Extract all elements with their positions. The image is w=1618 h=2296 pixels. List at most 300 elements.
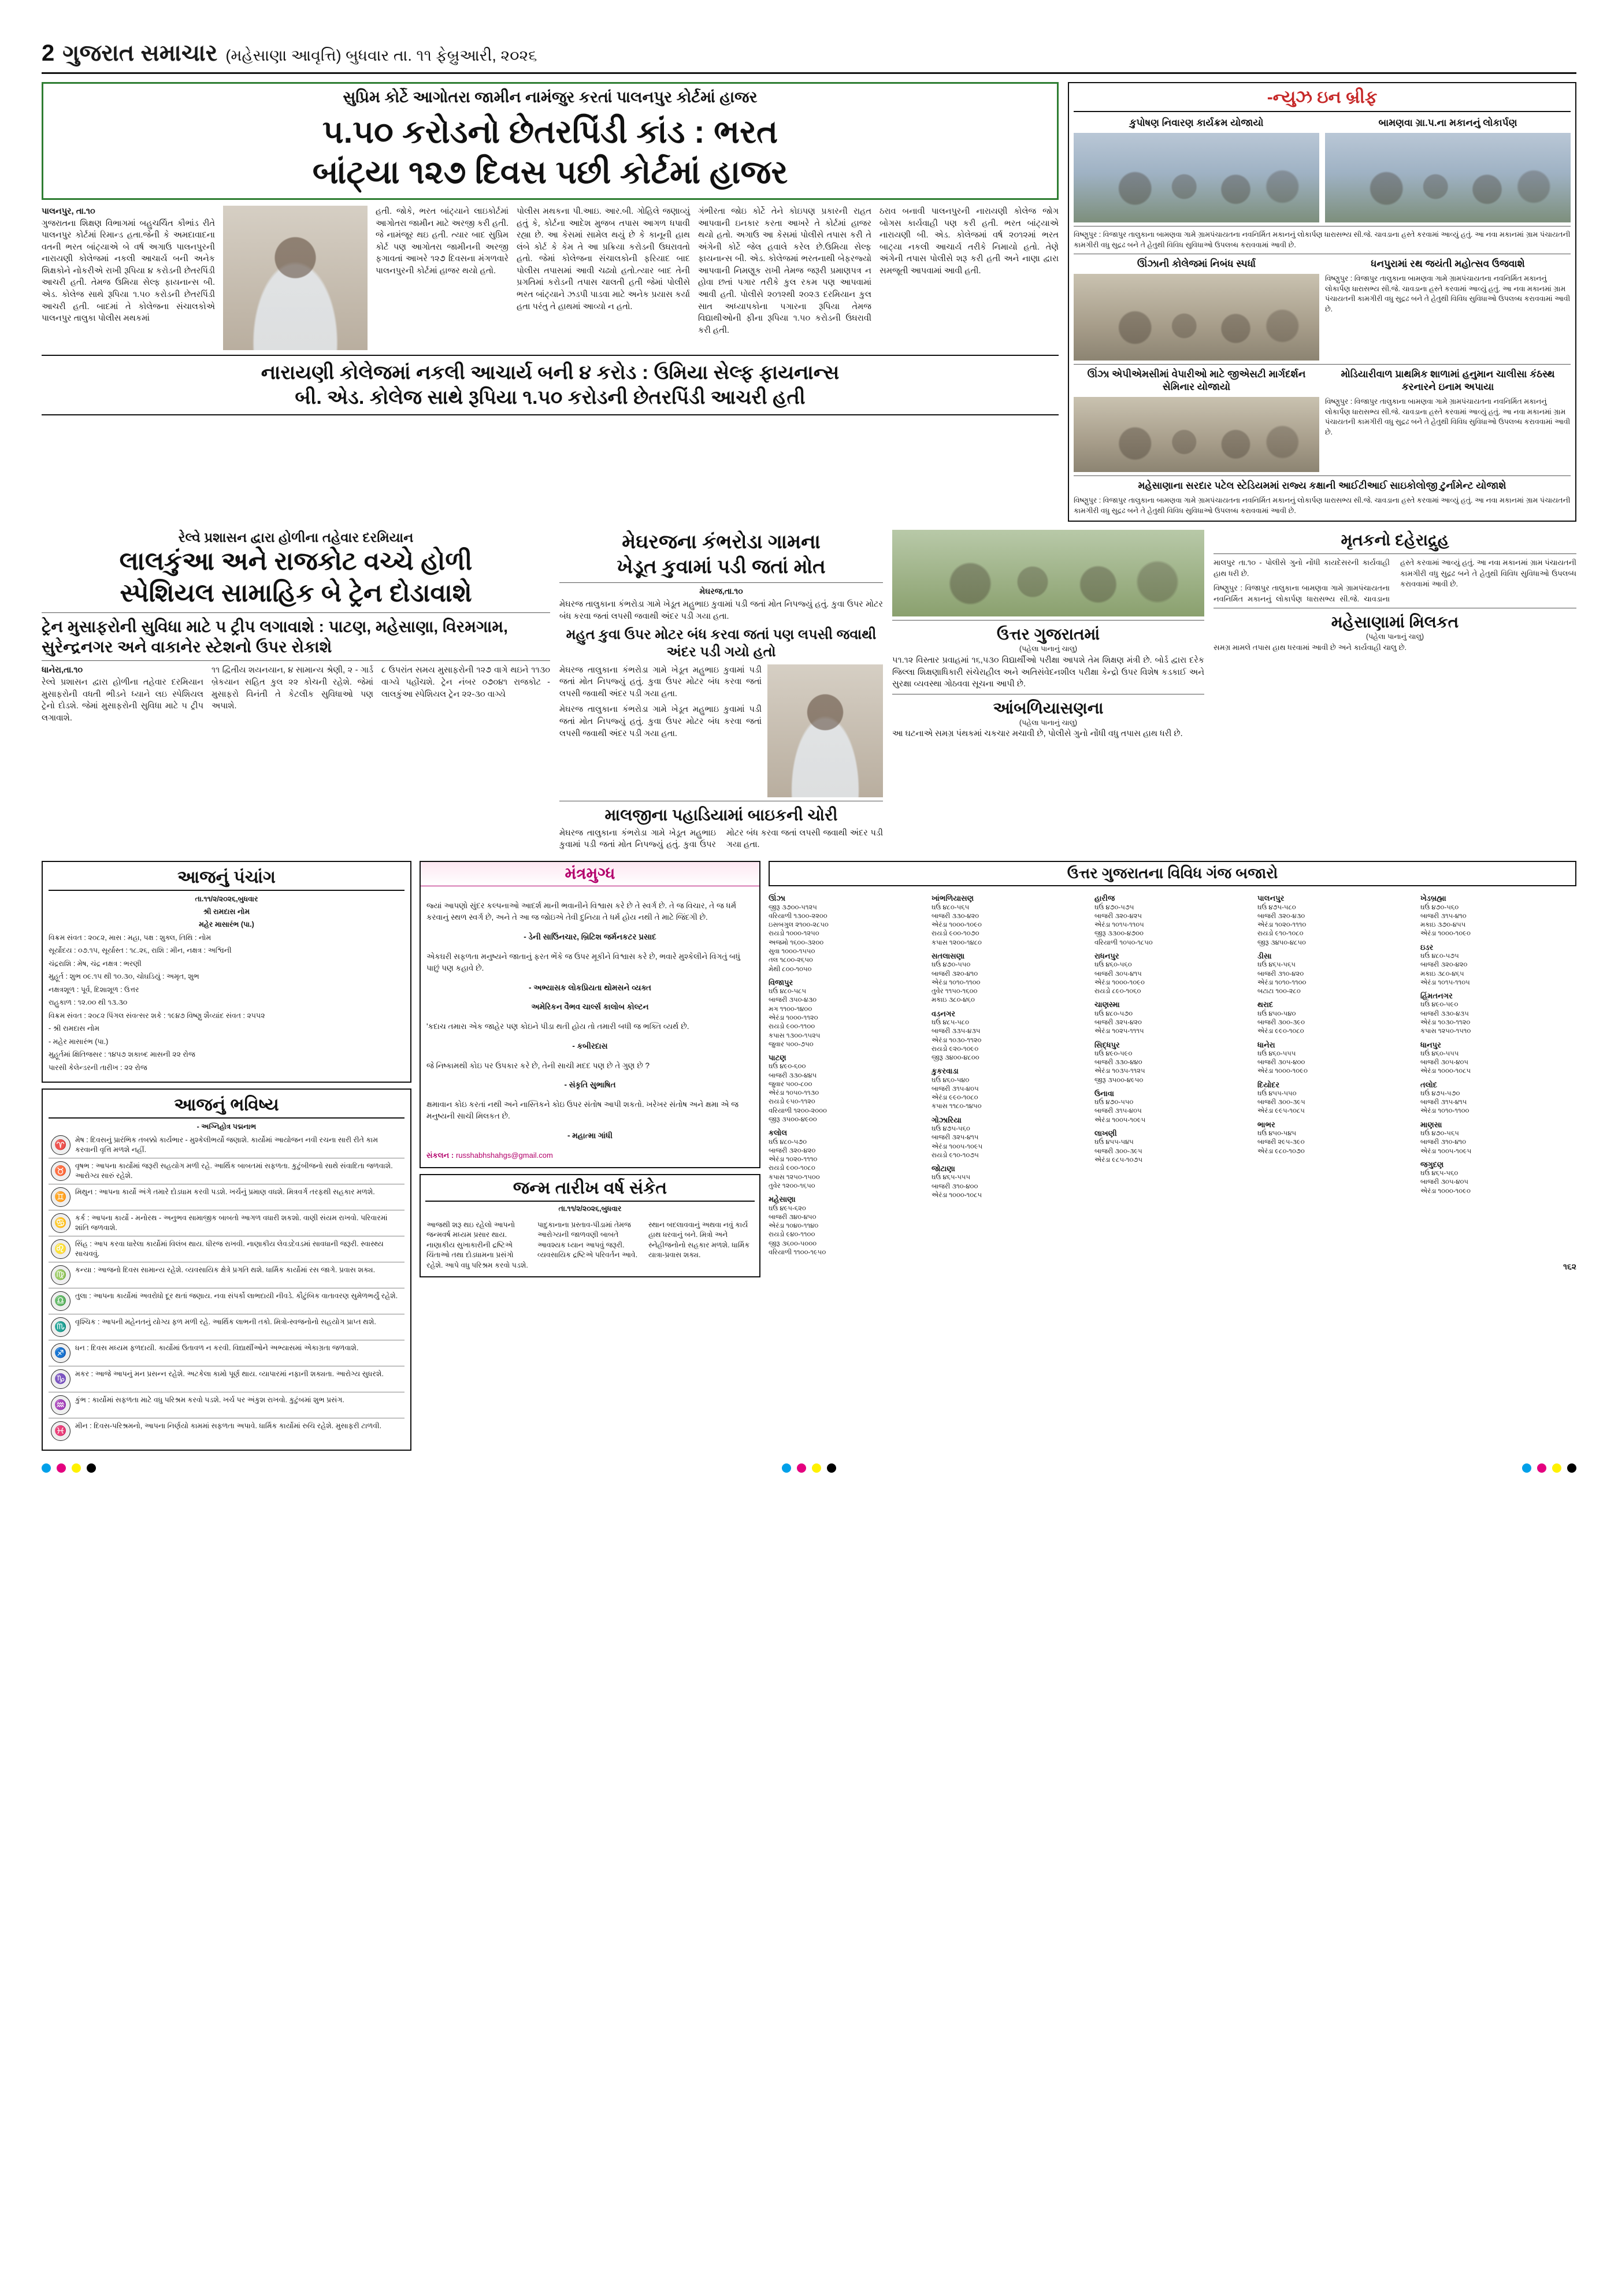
horoscope-title: આજનું ભવિષ્ય bbox=[49, 1095, 404, 1119]
market-row: બાજરી ૩૩૦-૪૩૫ bbox=[1420, 1010, 1469, 1017]
market-city: ગોઝારિયા bbox=[932, 1115, 962, 1124]
reg-dot-yellow bbox=[72, 1463, 81, 1473]
market-row: કપાસ ૧૨૦૦-૧૪૮૦ bbox=[932, 939, 982, 946]
market-city: દિયોદર bbox=[1257, 1080, 1280, 1089]
mantra-mail-label: સંકલન : bbox=[426, 1150, 454, 1160]
market-row: કપાસ ૧૨૫૦-૧૫૦૦ bbox=[769, 1173, 820, 1181]
market-row: એરંડા ૧૦૦૦-૧૧૨૦ bbox=[769, 1014, 818, 1021]
lead-col-3: પોલીસ મથકના પી.આઇ. આર.બી. ગોહિલે જણાવ્યું હતું કે, કોર્ટના આદેશ મુજબ તપાસ આગળ ધપાવી રહ્યા છે. આ કેસમાં સામેલ થયું છે કે કાનૂની હાથ લંબે કોર્ટ કે કેમ તે આ પ્રક્રિયા કરોડની ઉઘરાવતો હતો. જેમાં કોલેજના સંચાલકોની ફરિયાદ બાદ પોલીસ તપાસમાં આવી ચઢ્યો હતો.ત્યાર બાદ તેની પ્રગતિમાં કરોડની તપાસ ચાલતી હતી જેમાં પોલીસે ભરત બાંટ્યાને ઝડપી પાડવા માટે અનેક પ્રયાસ કર્યા હતા પરંતુ તે હાથમાં આવ્યો ન હતો. bbox=[517, 207, 690, 311]
brief-item[interactable] bbox=[1074, 117, 1319, 222]
market-row: બાજરી ૩૨૫-૪૧૫ bbox=[932, 1134, 979, 1142]
zodiac-row bbox=[49, 1158, 404, 1184]
market-city: રાધનપુર bbox=[1094, 951, 1119, 960]
market-city: ભાભર bbox=[1257, 1120, 1275, 1129]
zodiac-text: તુલા : આપના કાર્યોમાં અવરોધો દૂર થતાં જણાય. નવા સંપર્કો લાભદાયી નીવડે. કૌટુંબિક વાતાવરણ સુમેળભર્યું રહેશે. bbox=[75, 1291, 398, 1300]
page-number: 2 bbox=[42, 40, 55, 66]
market-row: બાજરી ૩૩૦-૪૪૫ bbox=[769, 1072, 817, 1079]
zodiac-row bbox=[49, 1392, 404, 1418]
market-row: બાજરી ૩૦૫-૪૦૫ bbox=[1420, 1059, 1468, 1067]
reg-dot-cyan bbox=[1522, 1463, 1531, 1473]
brief-body: વિષ્ણુપુર : વિજાપુર તાલુકાના બામણવા ગામે ગ્રામપંચાયતના નવનિર્મિત મકાનનું લોકાર્પણ ધારાસભ્ય સી.જે. ચાવડાના હસ્તે કરવામાં આવ્યું હતું. આ નવા મકાનમાં ગ્રામ પંચાયતની કામગીરી વધુ સુદ્રઢ બને તે હેતુથી વિવિધ સુવિધાઓ ઉપલબ્ધ કરાવવામાં આવી છે. bbox=[1074, 231, 1571, 249]
market-row: જીરૂ ૩૫૦૦-૪૯૫૦ bbox=[1094, 1076, 1144, 1084]
well-death-story bbox=[559, 530, 883, 853]
zodiac-text: મેષ : દિવસનું પ્રારંભિક તબક્કો કાર્યભાર - મુશ્કેલીભર્યો જણાશે. કાર્યોમાં આયોજન નવી રચના સારી રીતે કામ કરવાની વૃત્તિ મળશે નહીં. bbox=[75, 1135, 378, 1154]
market-row: ઘઉં ૪૬૦-૫૬૦ bbox=[1094, 961, 1132, 969]
uttar-gujarat-title: ઉત્તર ગુજરાતમાં bbox=[996, 625, 1100, 644]
market-row: વરિયાળી ૧૧૦૦-૧૯૫૦ bbox=[769, 1249, 826, 1256]
market-row: એરંડા ૧૦૦૦-૧૦૯૦ bbox=[1420, 1187, 1471, 1195]
mantra-box bbox=[420, 861, 760, 1168]
market-row: તુવેર ૧૨૦૦-૧૬૫૦ bbox=[769, 1183, 815, 1190]
market-row: એરંડા ૧૦૨૦-૧૧૧૦ bbox=[769, 1156, 818, 1164]
market-row: મકાઇ ૩૮૦-૪૬૦ bbox=[932, 997, 975, 1004]
news-in-brief-title: -ન્યુઝ ઇન બ્રીફ bbox=[1074, 88, 1571, 112]
panchang-title: આજનું પંચાંગ bbox=[49, 868, 404, 891]
rail-subhead: ટ્રેન મુસાફરોની સુવિધા માટે ૫ ટ્રીપ લગાવાશે : પાટણ, મહેસાણા, વિરમગામ, સુરેન્દ્રનગર અને વાકાનેર સ્ટેશનો ઉપર રોકાશે bbox=[42, 618, 508, 656]
market-row: કપાસ ૧૧૮૦-૧૪૫૦ bbox=[932, 1103, 982, 1110]
mantra-item: અમેરિકન વૈભવ ચાર્લ્સ કાલોબ કોલ્ટન bbox=[531, 1002, 649, 1012]
market-row: રાયડો ૮૯૦-૧૦૬૦ bbox=[1094, 988, 1141, 995]
markets-column bbox=[769, 861, 1576, 1272]
panchang-line: નક્ષત્રશૂળ : પૂર્વ, દિશાશૂળ : ઉત્તર bbox=[49, 985, 139, 994]
brief-photo bbox=[1074, 397, 1319, 472]
market-row: એરંડા ૯૯૫-૧૦૮૫ bbox=[1257, 1108, 1305, 1115]
market-row: ઘઉં ૪૬૦-૫૪૦ bbox=[932, 1076, 970, 1084]
brief-headline: ધનપુરામાં રથ જયંતી મહોત્સવ ઉજવાશે bbox=[1371, 258, 1525, 270]
mantra-item: ક્ષમાવાન કોઇ કરતાં નથી અને નાસ્તિકને કોઇ ઉપર સંતોષ આપી શકતો. ખરેખર સંતોષ અને ક્ષમા એ જ મનુષ્યની સાચી મિલકત છે. bbox=[426, 1100, 739, 1121]
market-row: ઘઉં ૪૬૫-૫૫૫ bbox=[932, 1174, 971, 1182]
market-row: એરંડા ૧૦૧૦-૧૧૦૦ bbox=[932, 979, 981, 986]
market-row: ઘઉં ૪૬૦-૫૫૫ bbox=[1257, 1050, 1296, 1057]
market-row: જુવાર ૫૦૦-૮૦૦ bbox=[769, 1080, 812, 1088]
reg-dot-magenta bbox=[797, 1463, 806, 1473]
market-row: જીરૂ ૩૪૫૦-૪૮૫૦ bbox=[1257, 939, 1306, 946]
well-victim-photo bbox=[767, 664, 883, 797]
market-row: જીરૂ ૩૬૦૦-૫૦૦૦ bbox=[769, 1240, 817, 1247]
birthdate-box bbox=[420, 1174, 760, 1277]
zodiac-row bbox=[49, 1236, 404, 1262]
market-row: તલ ૧૮૦૦-૨૬૫૦ bbox=[769, 957, 813, 964]
mehsana-milkat-title: મહેસાણામાં મિલકત bbox=[1331, 613, 1459, 631]
market-row: એરંડા ૧૦૫૦-૧૧૩૦ bbox=[769, 1090, 819, 1097]
mantra-title: મંત્રમુગ્ધ bbox=[421, 862, 759, 886]
market-row: ઘઉં ૪૭૦-૫૫૦ bbox=[1094, 1099, 1134, 1106]
market-row: બાજરી ૩૦૫-૪૦૦ bbox=[1257, 1059, 1305, 1067]
zodiac-row bbox=[49, 1184, 404, 1210]
market-row: મેથી ૮૦૦-૧૦૫૦ bbox=[769, 965, 812, 973]
ambaliyasan-body: આ ઘટનાએ સમગ્ર પંથકમાં ચકચાર મચાવી છે, પોલીસે ગુનો નોંધી વધુ તપાસ હાથ ધરી છે. bbox=[892, 729, 1183, 739]
market-row: ઘઉં ૪૯૦-૬૦૦ bbox=[769, 1063, 806, 1071]
market-city: ઉનાવા bbox=[1094, 1088, 1114, 1098]
market-row: એરંડા ૯૮૦-૧૦૭૦ bbox=[1257, 1147, 1305, 1155]
reg-dot-black bbox=[87, 1463, 96, 1473]
market-row: કપાસ ૧૨૫૦-૧૫૧૦ bbox=[1420, 1028, 1471, 1035]
market-city: ખેડબ્રહ્મા bbox=[1420, 894, 1446, 903]
market-row: બાજરી ૩૨૦-૪૨૦ bbox=[769, 1147, 816, 1154]
market-row: બાજરી ૨૯૫-૩૯૦ bbox=[1257, 1139, 1305, 1146]
market-row: એરંડા ૧૦૧૦-૧૧૦૦ bbox=[1420, 1108, 1469, 1115]
market-city: પાલનપુર bbox=[1257, 894, 1285, 903]
market-row: બાજરી ૩૦૦-૩૯૫ bbox=[1257, 1099, 1305, 1106]
market-city: ઊંઝા bbox=[769, 894, 786, 903]
news-in-brief-box bbox=[1068, 82, 1576, 522]
market-row: મકાઇ ૩૭૦-૪૫૫ bbox=[1420, 922, 1466, 929]
market-city: સતલાસણા bbox=[932, 951, 965, 960]
market-row: રાયડો ૯૪૦-૧૧૦૦ bbox=[769, 1231, 815, 1239]
market-row: રાયડો ૯૦૦-૧૦૮૦ bbox=[769, 1165, 815, 1172]
market-row: એરંડા ૧૦૨૫-૧૧૧૫ bbox=[1094, 1028, 1144, 1035]
capricorn-icon: ♑ bbox=[51, 1369, 70, 1389]
reg-dot-cyan bbox=[42, 1463, 51, 1473]
market-row: એરંડા ૧૦૦૦-૧૦૮૫ bbox=[1420, 1068, 1471, 1075]
panchang-note: પારસી કેલેન્ડરની તારીખ : ૨૨ રોજ bbox=[49, 1063, 147, 1072]
brief-photo bbox=[1074, 133, 1319, 222]
market-city: કુકરવાડા bbox=[932, 1067, 959, 1076]
market-row: જીરૂ ૩૭૦૦-૫૧૨૫ bbox=[769, 904, 817, 911]
market-row: રાયડો ૯૧૦-૧૦૭૫ bbox=[932, 1151, 979, 1159]
panchang-line: વિક્રમ સંવત : ૨૦૮૨ પિંગલ સંવત્સર શકે : ૧૯૪૭ વિષ્ણુ શૈવ્યાંદ સંવત : ૨૫૫૨ bbox=[49, 1011, 265, 1020]
market-row: જીરૂ ૩૩૦૦-૪૭૦૦ bbox=[1094, 930, 1144, 938]
market-row: ઘઉં ૪૯૫-૬૨૦ bbox=[769, 1205, 806, 1212]
market-row: કપાસ ૧૩૦૦-૧૫૨૫ bbox=[769, 1032, 821, 1039]
horoscope-author: - અગ્નિહોત્ર પદ્મનાભ bbox=[196, 1123, 257, 1131]
market-row: બાજરી ૩૧૫-૪૧૫ bbox=[1420, 1099, 1467, 1106]
market-row: બાજરી ૩૨૦-૪૧૦ bbox=[932, 970, 978, 978]
reg-dot-magenta bbox=[57, 1463, 66, 1473]
gemini-icon: ♊ bbox=[51, 1187, 70, 1207]
brief-item[interactable] bbox=[1325, 258, 1571, 361]
zodiac-row bbox=[49, 1366, 404, 1392]
edition-line: (મહેસાણા આવૃત્તિ) બુધવાર તા. ૧૧ ફેબ્રુઆરી, ૨૦૨૬ bbox=[225, 47, 537, 64]
market-row: મકાઇ ૩૮૦-૪૬૫ bbox=[1420, 970, 1464, 978]
panchang-line: ચંદ્રરાશિ : મેષ, ચંદ્ર નક્ષત્ર : ભરણી bbox=[49, 959, 142, 968]
mantra-item: - મહાત્મા ગાંધી bbox=[567, 1131, 613, 1140]
rail-col-2: ૧૧ દ્વિતીય શયનયાન, ૪ સામાન્ય શ્રેણી, ૨ - ગાર્ડ બ્રેકયાન સહિત કુલ ૨૨ કોચની રહેશે. જેમાં મુસાફરો વિનંતી તે કેટલીક સુવિધાઓ પણ અપાશે. bbox=[211, 666, 373, 711]
brief-item[interactable] bbox=[1074, 480, 1571, 516]
market-row: એરંડા ૧૦૧૫-૧૧૦૫ bbox=[1420, 979, 1470, 986]
zodiac-row bbox=[49, 1314, 404, 1340]
market-row: વરિયાળી ૧૨૦૦-૨૦૦૦ bbox=[769, 1107, 827, 1114]
market-city: મહેસાણા bbox=[769, 1195, 796, 1204]
birthdate-title: જન્મ તારીખ વર્ષ સંકેત bbox=[425, 1179, 755, 1202]
brief-extra-body: વિષ્ણુપુર : વિજાપુર તાલુકાના બામણવા ગામે ગ્રામપંચાયતના નવનિર્મિત મકાનનું લોકાર્પણ ધારાસભ્ય સી.જે. ચાવડાના હસ્તે કરવામાં આવ્યું હતું. આ નવા મકાનમાં ગ્રામ પંચાયતની કામગીરી વધુ સુદ્રઢ બને તે હેતુથી વિવિધ સુવિધાઓ ઉપલબ્ધ કરાવવામાં આવી છે. bbox=[1214, 558, 1576, 603]
lead-subhead-1: નારાયણી કોલેજમાં નકલી આચાર્ય બની ૪ કરોડ : ઉમિયા સેલ્ફ ફાયનાન્સ bbox=[261, 362, 840, 384]
zodiac-row bbox=[49, 1262, 404, 1288]
market-row: ઘઉં ૪૭૫-૫૬૦ bbox=[932, 1125, 970, 1133]
panchang-date: તા.૧૧/૨/૨૦૨૬,બુધવાર bbox=[195, 895, 258, 904]
rail-kicker: રેલ્વે પ્રશાસન દ્વારા હોળીના તહેવાર દરમિયાન bbox=[178, 530, 414, 545]
market-city: સિદ્ધપુર bbox=[1094, 1040, 1120, 1049]
sagittarius-icon: ♐ bbox=[51, 1343, 70, 1363]
registration-marks bbox=[42, 1457, 1576, 1473]
brief-headline: ઊંઝા એપીએમસીમાં વેપારીઓ માટે જીએસટી માર્ગદર્શન સેમિનાર યોજાયો bbox=[1087, 369, 1306, 393]
market-row: ઘઉં ૪૭૦-૫૬૫ bbox=[1420, 1130, 1459, 1138]
market-row: મગ ૧૧૦૦-૧૪૦૦ bbox=[769, 1005, 812, 1013]
zodiac-text: કુંભ : કાર્યોમાં સફળતા માટે વધુ પરિશ્રમ કરવો પડશે. ખર્ચ પર અંકુશ રાખવો. કુટુંબમાં શુભ પ્રસંગ. bbox=[75, 1395, 344, 1404]
market-column bbox=[1257, 890, 1413, 1257]
lead-headline-1: ૫.૫૦ કરોડનો છેતરપિંડી કાંડ : ભરત bbox=[322, 113, 778, 150]
scorpio-icon: ♏ bbox=[51, 1317, 70, 1337]
ambaliyasan-sub: (પહેલા પાનાનું ચાલુ) bbox=[1019, 718, 1078, 727]
masthead bbox=[42, 40, 1576, 74]
cancer-icon: ♋ bbox=[51, 1213, 70, 1233]
uttar-gujarat-sub: (પહેલા પાનાનું ચાલુ) bbox=[1019, 645, 1078, 653]
mantra-mail[interactable]: russhabhshahgs@gmail.com bbox=[455, 1150, 553, 1160]
zodiac-text: કર્ક : આપના કાર્યો - મનોરથ - અનુભવ સામાજીક બાબતો આગળ વધારી શકશો. વાણી સંયમ રાખવો. પરિવારમાં શાંતિ જળવાશે. bbox=[75, 1213, 388, 1232]
market-row: રાયડો ૯૧૦-૧૦૮૦ bbox=[1257, 930, 1304, 938]
market-row: બાજરી ૩૨૫-૪૨૦ bbox=[1094, 1019, 1142, 1026]
top-section bbox=[42, 82, 1576, 522]
zodiac-text: વૃષભ : આપના કાર્યોમાં જરૂરી સહયોગ મળી રહે. આર્થિક બાબતમાં સફળતા. કુટુંબીજનો સાથે સંવાદિતા જળવાશે. આરોગ્ય સારું રહેશે. bbox=[75, 1161, 393, 1180]
market-row: બાજરી ૩૦૫-૪૧૫ bbox=[1094, 970, 1142, 978]
lead-story bbox=[42, 82, 1059, 522]
market-row: જુવાર ૫૦૦-૭૫૦ bbox=[769, 1041, 814, 1048]
lead-col-4: ગંભીરતા જોઇ કોર્ટે તેને કોઇપણ પ્રકારની રાહત આપવાની ઇનકાર કરતા આખરે તે કોર્ટમાં હાજર થયો હતો. અગાઉ આ કેસમાં પોલીસે તપાસ કરી તે અંગેની કોર્ટે જેલ હવાલે કરેલ છે.ઉમિયા સેલ્ફ ફાયનાન્સ બી. એડ. કોલેજમાં ભરતનાથી બેફરજ્યો આપવાની નિમણૂક રાખી તેમજ જરૂરી પ્રમાણપત્ર ન હોવા છતાં પગાર તરીકે કુલ રકમ પણ આપવામાં આવી હતી. પોલીસે ૨૦૧૨થી ૨૦૨૩ દરમિયાન કુલ સાત અધ્યાપકોના પગારના રૂપિયા તેમજ વિદ્યાથીઓની ફીના રૂપિયા ૧.૫૦ કરોડની ઉઘરાવી કરી હતી. bbox=[698, 207, 871, 335]
market-row: બાજરી ૩૩૫-૪૩૫ bbox=[932, 1028, 981, 1035]
market-row: એરંડા ૧૦૩૫-૧૧૨૫ bbox=[1094, 1068, 1145, 1075]
market-row: એરંડા ૧૦૦૫-૧૦૯૫ bbox=[932, 1143, 983, 1150]
market-row: ઘઉં ૪૬૦-૫૫૫ bbox=[1420, 1050, 1459, 1057]
market-row: બાજરી ૩૦૦-૩૯૦ bbox=[1257, 1019, 1305, 1026]
lead-photo-accused bbox=[223, 206, 368, 350]
market-row: રાયડો ૯૦૦-૧૦૭૦ bbox=[932, 930, 979, 938]
panchang-box bbox=[42, 861, 411, 1083]
market-city: તલોદ bbox=[1420, 1080, 1437, 1089]
market-row: ઘઉં ૪૭૫-૫૮૦ bbox=[1257, 904, 1296, 911]
market-row: બાજરી ૩૦૦-૩૯૫ bbox=[1094, 1147, 1142, 1155]
market-row: રાયડો ૯૦૦-૧૧૦૦ bbox=[769, 1023, 815, 1031]
brief-headline: કુપોષણ નિવારણ કાર્યક્રમ યોજાયો bbox=[1129, 117, 1264, 128]
market-row: એરંડા ૧૦૦૦-૧૦૯૦ bbox=[1094, 979, 1145, 986]
panchang-note: - શ્રી રામદાસ નોમ bbox=[49, 1024, 100, 1033]
well-body-2: મેઘરજ તાલુકાના કંભરોડા ગામે ખેડૂત મહુભાઇ કુવામાં પડી જતાં મોત નિપજ્યું હતું. કુવા ઉપર મોટર બંધ કરવા જતાં લપસી જવાથી અંદર પડી ગયા હતા. bbox=[559, 705, 762, 738]
lead-col-2: હતી. જોકે, ભરત બાંટ્યાને લાઇકોર્ટમાં આગોતરા જામીન માટે અરજી કરી હતી. જે નામંજૂર થઇ હતી. ત્યાર બાદ સુપ્રિમ કોર્ટ પણ આગોતરા જામીનની અરજી ફગાવતાં આખરે ૧૨૭ દિવસના મંગળવારે પાલનપુરની કોર્ટમાં હાજર થયો હતો. bbox=[376, 207, 509, 276]
market-row: એરંડા ૧૦૦૦-૧૦૮૫ bbox=[932, 1192, 982, 1199]
market-row: રાયડો ૯૫૦-૧૧૨૦ bbox=[769, 1098, 815, 1106]
market-row: બાજરી ૩૧૫-૪૦૫ bbox=[1094, 1108, 1142, 1115]
market-city: ડીસા bbox=[1257, 951, 1272, 960]
market-row: બાજરી ૩૨૦-૪૨૦ bbox=[1420, 961, 1468, 969]
panchang-note: મુહૂર્તમાં ક્ષિતિજસર : ૧૪૫૭ શકાબ્દ માસની ૨૨ રોજ bbox=[49, 1050, 195, 1059]
zodiac-row bbox=[49, 1210, 404, 1236]
market-row: ઘઉં ૪૭૦-૫૭૫ bbox=[1094, 904, 1134, 911]
market-city: પાટણ bbox=[769, 1053, 786, 1062]
brief-item[interactable] bbox=[1074, 368, 1319, 472]
panchang-line: સૂર્યોદય : ૦૭.૧૫, સૂર્યાસ્ત : ૧૮.૨૬, રાશિ : મીન, નક્ષત્ર : અશ્વિની bbox=[49, 946, 232, 955]
market-row: ઘઉં ૪૭૦-૫૬૦ bbox=[1420, 904, 1459, 911]
lead-col-5: ઠરાવ બનાવી પાલનપુરની નારાયણી કોલેજ જોગ બોગસ કાર્યવાહી પણ કરી હતી. ભરત બાંટ્યાએ નારાયણી બી. એડ. કોલેજમાં વર્ષ ૨૦૧૨માં ભરત બાટ્યા નકલી આચાર્ય તરીકે નિમાયો હતો. તેણે અંગેની તપાસ પોલીસે શરૂ કરી હતી અને નાણા દ્વારા સમજૂતી આપવામાં આવી હતી. bbox=[879, 207, 1059, 276]
railway-story bbox=[42, 530, 550, 853]
market-row: બાજરી ૩૩૦-૪૨૦ bbox=[932, 912, 979, 920]
market-row: રાયડો ૧૦૦૦-૧૨૫૦ bbox=[769, 930, 819, 938]
mrutak-body: માલપુર તા.૧૦ - પોલીસે ગુનો નોંધી કાયદેસરની કાર્યવાહી હાથ ધરી છે. bbox=[1214, 558, 1390, 578]
market-row: બાજરી ૩૫૦-૪૩૦ bbox=[769, 997, 817, 1004]
market-row: ઘઉં ૪૮૦-૫૭૦ bbox=[1094, 1010, 1133, 1017]
market-row: ઘઉં ૪૬૫-૫૬૫ bbox=[1257, 961, 1296, 969]
panchang-line: મુહૂર્ત : શુભ ૦૯.૧૫ થી ૧૦.૩૦, ચોઘડિયું : અમૃત, શુભ bbox=[49, 972, 199, 981]
markets-title: ઉત્તર ગુજરાતના વિવિધ ગંજ બજારો bbox=[769, 861, 1576, 886]
market-row: બટાટા ૧૦૦-૨૮૦ bbox=[1257, 988, 1301, 995]
reg-dot-black bbox=[827, 1463, 836, 1473]
market-row: બાજરી ૩૧૦-૪૧૦ bbox=[1420, 1139, 1467, 1146]
brief-body: વિષ્ણુપુર : વિજાપુર તાલુકાના બામણવા ગામે ગ્રામપંચાયતના નવનિર્મિત મકાનનું લોકાર્પણ ધારાસભ્ય સી.જે. ચાવડાના હસ્તે કરવામાં આવ્યું હતું. આ નવા મકાનમાં ગ્રામ પંચાયતની કામગીરી વધુ સુદ્રઢ બને તે હેતુથી વિવિધ સુવિધાઓ ઉપલબ્ધ કરાવવામાં આવી છે. bbox=[1074, 496, 1571, 515]
market-city: ઇડર bbox=[1420, 942, 1434, 952]
zodiac-row bbox=[49, 1418, 404, 1444]
mrutak-title: મૃતકનો દહેરાદ્રુહ bbox=[1341, 531, 1449, 549]
aquarius-icon: ♒ bbox=[51, 1395, 70, 1415]
mantra-item: - કબીરદાસ bbox=[572, 1041, 608, 1050]
market-city: માણસા bbox=[1420, 1120, 1442, 1129]
bike-theft-headline: માલજીના પહાડિયામાં બાઇકની ચોરી bbox=[604, 805, 838, 824]
market-city: ધાનેરા bbox=[1257, 1040, 1275, 1049]
market-row: ઘઉં ૪૯૦-૫૯૦ bbox=[1420, 1001, 1459, 1009]
rail-headline-2: સ્પેશિયલ સામાહિક બે ટ્રેન દોડાવાશે bbox=[120, 579, 472, 608]
market-row: એરંડા ૧૦૦૦-૧૦૯૦ bbox=[1420, 930, 1471, 938]
market-city: જગુદણ bbox=[1420, 1160, 1444, 1169]
zodiac-text: મકર : આજે આપનું મન પ્રસન્ન રહેશે. અટકેલા કામો પૂર્ણ થાય. વ્યાપારમાં નફાની શક્યતા. આરોગ્ય સુધરશે. bbox=[75, 1369, 384, 1378]
market-row: રાયડો ૯૨૦-૧૦૯૦ bbox=[932, 1045, 979, 1053]
zodiac-row bbox=[49, 1132, 404, 1158]
market-column bbox=[769, 890, 925, 1257]
lead-col-1: ગુજરાતના શિક્ષણ વિભાગમાં બહુચર્ચિત કૌભાંડ રીતે પાલનપુર કોર્ટમાં રિમાન્ડ હતા.જેની કે અમદાવાદના વતની ભરત બાંટ્યાએ બે વર્ષ અગાઉ પાલનપુરની નારાયણી કોલેજમાં નકલી આચાર્ય બની અનેક શિક્ષકોને નોકરીએ રાખી રૂપિયા ૪ કરોડની છેતરપિંડી આચરી હતી. તેમજ ઉમિયા સેલ્ફ ફાયનાન્સ બી. એડ. કોલેજ સાથે રૂપિયા ૧.૫૦ કરોડની છેતરપિંડી આચરી હતી. બાદમાં તે કોલેજના સંચાલકોએ પાલનપુર તાલુકા પોલીસ મથકમાં bbox=[42, 218, 215, 324]
brief-item[interactable] bbox=[1325, 117, 1571, 222]
reg-dot-yellow bbox=[812, 1463, 821, 1473]
market-row: એરંડા ૧૦૩૦-૧૧૨૦ bbox=[932, 1036, 982, 1044]
mantra-item: - સંકૃતિ સુભાષિત bbox=[564, 1080, 616, 1090]
bike-theft-body: મેઘરજ તાલુકાના કંભરોડા ગામે ખેડૂત મહુભાઇ કુવામાં પડી જતાં મોત નિપજ્યું હતું. કુવા ઉપર મોટર બંધ કરવા જતાં લપસી જવાથી અંદર પડી ગયા હતા. bbox=[559, 828, 883, 850]
market-city: વિજાપુર bbox=[769, 978, 793, 987]
market-row: ઘઉં ૪૫૦-૫૪૫ bbox=[1257, 1130, 1297, 1138]
horoscope-box bbox=[42, 1088, 411, 1451]
market-row: એરંડા ૧૦૧૫-૧૧૦૫ bbox=[1094, 922, 1144, 929]
market-row: વરિયાળી ૧૩૦૦-૨૨૦૦ bbox=[769, 912, 827, 920]
birthdate-col: પાદુકાનાના પ્રસ્તાવ-પીડામાં તેમજ આરોગ્યની જાળવણી બાબતે આવશ્યક ધ્યાન આપવું જરૂરી. વ્યવસાયિક દ્રષ્ટિએ પરિવર્તન આવે. bbox=[537, 1220, 638, 1260]
market-city: કલોલ bbox=[769, 1128, 788, 1138]
market-city: વડનગર bbox=[932, 1009, 956, 1018]
ambaliyasan-title: આંબળિયાસણના bbox=[993, 699, 1104, 717]
markets-grid bbox=[769, 890, 1576, 1257]
continuation-column bbox=[892, 530, 1204, 853]
rail-col-3: ૮ ઉપરાંત સમય મુસાફરોની ૧૨૭ વાગે થઇને ૧૧૩૦ વાગ્યે પહોંચશે. ટ્રેન નંબર ૦૭૦૪૧ રાજકોટ - લાલકુંઆ સ્પેશિયલ ટ્રેન ૨૨-૩૦ વાગ્યે bbox=[381, 666, 550, 699]
market-city: ધાનપુર bbox=[1420, 1040, 1441, 1049]
reg-dot-black bbox=[1567, 1463, 1576, 1473]
zodiac-text: કન્યા : આજનો દિવસ સામાન્ય રહેશે. વ્યવસાયિક ક્ષેત્રે પ્રગતિ થશે. ધાર્મિક કાર્યોમાં રસ જાગે. પ્રવાસ શક્ય. bbox=[75, 1265, 376, 1274]
lead-subhead-2: બી. એડ. કોલેજ સાથે રૂપિયા ૧.૫૦ કરોડની છેતરપિંડી આચરી હતી bbox=[295, 386, 806, 408]
market-row: એરંડા ૯૯૦-૧૦૮૦ bbox=[932, 1094, 978, 1102]
market-row: ઘઉં ૪૮૦-૫૬૫ bbox=[932, 904, 970, 911]
market-row: ઘઉં ૪૬૫-૫૬૦ bbox=[1420, 1170, 1459, 1177]
rail-dateline: ધાનેરા,તા.૧૦ bbox=[42, 666, 83, 675]
brief-photo bbox=[1074, 274, 1319, 361]
birthdate-col: સ્થાન બદલાવવાનું અથવા નવું કાર્ય હાથ ધરવાનું બને. મિત્રો અને સ્નેહીજનોનો સહકાર મળશે. ધાર્મિક યાત્રા-પ્રવાસ શક્ય. bbox=[648, 1220, 750, 1260]
well-kicker-2: ખેડૂત કુવામાં પડી જતાં મોત bbox=[617, 555, 826, 578]
market-row: બાજરી ૩૩૦-૪૪૦ bbox=[1094, 1059, 1142, 1067]
lead-dateline: પાલનપુર, તા.૧૦ bbox=[42, 207, 95, 216]
market-city: જોટાણા bbox=[932, 1164, 955, 1173]
panchang-line: રાહુકાળ : ૧૨.૦૦ થી ૧૩.૩૦ bbox=[49, 998, 128, 1007]
reg-dot-cyan bbox=[782, 1463, 791, 1473]
market-row: સુવા ૧૦૦૦-૧૫૫૦ bbox=[769, 948, 815, 955]
zodiac-row bbox=[49, 1288, 404, 1314]
market-column bbox=[1420, 890, 1576, 1257]
market-city: ખાંભળિયાસણ bbox=[932, 894, 974, 903]
market-row: બાજરી ૩૨૦-૪૨૫ bbox=[1094, 912, 1142, 920]
panchang-line: મહેર માસારંભ (પા.) bbox=[199, 920, 254, 929]
zodiac-text: વૃશ્ચિક : આપની મહેનતનું યોગ્ય ફળ મળી રહે. આર્થિક લાભની તકો. મિત્રો-સ્વજનોનો સહયોગ પ્રાપ્ત થશે. bbox=[75, 1317, 376, 1326]
lead-kicker: સુપ્રિમ કોર્ટે આગોતરા જામીન નામંજુર કરતાં પાલનપુર કોર્ટમાં હાજર bbox=[343, 88, 758, 106]
market-row: તુવેર ૧૧૫૦-૧૬૦૦ bbox=[932, 988, 978, 995]
mantra-item: - ડેની સાઉિનચાર, બ્રિટિશ જર્મનકટર પ્રસાદ bbox=[524, 932, 656, 941]
mantra-item: 'કદાચ તમારા એક જાહેર પણ કોઇને પીડા થતી હોય તો તમારી બધી જ ભક્તિ વ્યર્થ છે. bbox=[426, 1022, 689, 1031]
brief-item[interactable] bbox=[1325, 368, 1571, 472]
brief-continued-column bbox=[1214, 530, 1576, 853]
market-row: વરિયાળી ૧૦૫૦-૧૮૫૦ bbox=[1094, 939, 1153, 946]
brief-item[interactable] bbox=[1074, 258, 1319, 361]
market-row: ઘઉં ૪૫૦-૫૪૦ bbox=[1257, 1010, 1296, 1017]
market-row: એરંડા ૧૦૦૫-૧૦૯૫ bbox=[1420, 1147, 1472, 1155]
mantra-item: એકઘરી સફળતા મનુષ્યને જાતાનું ફરત ભેંકે જ ઉપર મૂકીને વિશ્વાસ કરે છે, ભવારે મુશ્કેલીને વિગતું બધું પાછું પણ કહાવે છે. bbox=[426, 952, 740, 972]
panchang-line: વિક્રમ સંવત : ૨૦૮૨, માસ : મહા, પક્ષ : શુક્લ, તિથિ : નોમ bbox=[49, 933, 211, 942]
libra-icon: ♎ bbox=[51, 1291, 70, 1311]
markets-page-footer: ૧૬૨ bbox=[1563, 1262, 1576, 1272]
market-row: બાજરી ૩૨૦-૪૩૦ bbox=[1257, 912, 1305, 920]
market-row: એરંડા ૧૦૦૦-૧૦૯૦ bbox=[932, 922, 982, 929]
mantra-item: જે નિષ્કામથી કોઇ પર ઉપકાર કરે છે, તેની સાચી મદદ પણ છે તે ગુણ છે ? bbox=[426, 1061, 650, 1070]
paper-name: ગુજરાત સમાચાર bbox=[62, 40, 218, 66]
bottom-section bbox=[42, 861, 1576, 1451]
market-row: એરંડા ૧૦૦૦-૧૦૯૦ bbox=[1257, 1068, 1308, 1075]
market-row: બાજરી ૩૧૫-૪૧૦ bbox=[1420, 912, 1467, 920]
rail-col-1: રેલ્વે પ્રશાસન દ્વારા હોળીના તહેવાર દરમિયાન મુસાફરોની વધતી ભીડને ધ્યાને લઇ સ્પેશિયલ ટ્રેનો દોડશે. જેમાં મુસાફરોની સુવિધા માટે ૫ ટ્રીપ લગાવાશે. bbox=[42, 678, 203, 723]
market-row: બાજરી ૩૧૦-૪૨૦ bbox=[1257, 970, 1304, 978]
reg-dot-yellow bbox=[1552, 1463, 1561, 1473]
brief-headline: બામણવા ગ્રા.પ.ના મકાનનું લોકાર્પણ bbox=[1378, 117, 1517, 128]
taurus-icon: ♉ bbox=[51, 1161, 70, 1181]
brief-headline: ઊંઝાની કોલેજમાં નિબંધ સ્પર્ધા bbox=[1137, 258, 1256, 270]
market-row: અજમો ૧૬૦૦-૩૨૦૦ bbox=[769, 939, 824, 946]
mantra-item: જ્યાં આપણો સુંદર કલ્પનાઓ આદર્શ માની ભવાનીને વિશ્વાસ કરે છે તે સ્વર્ગ છે. તે જ વિચાર, તે જ ધર્મ કરવાનું સ્થળ સ્વર્ગ છે, અને તે આ જ જોઇએ તેવી દુનિયા તે ધર્મ હોય નથી તે માટે જિંદગી છે. bbox=[426, 901, 737, 922]
market-row: એરંડા ૧૦૪૦-૧૧૪૦ bbox=[769, 1223, 819, 1230]
well-dateline: મેઘરજ,તા.૧૦ bbox=[699, 586, 743, 596]
market-row: ઘઉં ૪૫૫-૫૪૫ bbox=[1094, 1139, 1134, 1146]
brief-headline: મહેસાણાના સરદાર પટેલ સ્ટેડિયમમાં રાજ્ય કક્ષાની આઈટીઆઈ સાઇકોલોજી ટુર્નામેન્ટ યોજાશે bbox=[1138, 480, 1506, 492]
market-row: જીરૂ ૩૫૦૦-૪૯૦૦ bbox=[769, 1116, 817, 1124]
market-row: ઘઉં ૪૮૫-૫૮૦ bbox=[932, 1019, 970, 1026]
market-row: ઘઉં ૪૮૦-૫૭૦ bbox=[769, 1138, 807, 1146]
brief-body: વિષ્ણુપુર : વિજાપુર તાલુકાના બામણવા ગામે ગ્રામપંચાયતના નવનિર્મિત મકાનનું લોકાર્પણ ધારાસભ્ય સી.જે. ચાવડાના હસ્તે કરવામાં આવ્યું હતું. આ નવા મકાનમાં ગ્રામ પંચાયતની કામગીરી વધુ સુદ્રઢ બને તે હેતુથી વિવિધ સુવિધાઓ ઉપલબ્ધ કરાવવામાં આવી છે. bbox=[1325, 397, 1571, 436]
market-row: ઘઉં ૪૭૦-૫૫૦ bbox=[932, 961, 971, 969]
market-city: હારીજ bbox=[1094, 894, 1115, 903]
market-row: ઘઉં ૪૮૦-૫૮૫ bbox=[769, 988, 807, 995]
market-column bbox=[932, 890, 1088, 1257]
mehsana-milkat-body: સમગ્ર મામલે તપાસ હાથ ધરવામાં આવી છે અને કાર્યવાહી ચાલુ છે. bbox=[1214, 642, 1407, 652]
market-row: બાજરી ૩૧૫-૪૦૫ bbox=[932, 1085, 979, 1093]
brief-body: વિષ્ણુપુર : વિજાપુર તાલુકાના બામણવા ગામે ગ્રામપંચાયતના નવનિર્મિત મકાનનું લોકાર્પણ ધારાસભ્ય સી.જે. ચાવડાના હસ્તે કરવામાં આવ્યું હતું. આ નવા મકાનમાં ગ્રામ પંચાયતની કામગીરી વધુ સુદ્રઢ બને તે હેતુથી વિવિધ સુવિધાઓ ઉપલબ્ધ કરાવવામાં આવી છે. bbox=[1325, 274, 1571, 313]
market-row: ઘઉં ૪૭૫-૫૭૦ bbox=[1420, 1090, 1460, 1097]
market-row: ઇસબગુલ ૨૧૦૦-૨૮૫૦ bbox=[769, 922, 829, 929]
leo-icon: ♌ bbox=[51, 1239, 70, 1259]
lead-headline-2: બાંટ્યા ૧૨૭ દિવસ પછી કોર્ટમાં હાજર bbox=[312, 154, 788, 190]
mehsana-milkat-sub: (પહેલા પાનાનું ચાલુ) bbox=[1365, 633, 1424, 641]
market-row: બાજરી ૩૧૦-૪૦૦ bbox=[932, 1183, 978, 1190]
reg-dot-magenta bbox=[1537, 1463, 1546, 1473]
mantra-column bbox=[420, 861, 760, 1277]
panchang-note: - મહેર માસારંભ (પા.) bbox=[49, 1037, 109, 1046]
market-column bbox=[1094, 890, 1250, 1257]
virgo-icon: ♍ bbox=[51, 1265, 70, 1285]
well-subhead: મહુત કુવા ઉપર મોટર બંધ કરવા જતાં પણ લપસી જવાથી અંદર પડી ગયો હતો bbox=[566, 626, 877, 660]
birthdate-col: આજથી શરૂ થઇ રહેલો આપનો જન્મવર્ષ મધ્યમ પ્રસાર થાય. નાણાકીય સુખાકારીની દ્રષ્ટિએ ચિંતાઓ તથા દોડધામના પ્રસંગો રહેશે. આપે વધુ પરિશ્રમ કરવો પડશે. bbox=[426, 1220, 528, 1269]
